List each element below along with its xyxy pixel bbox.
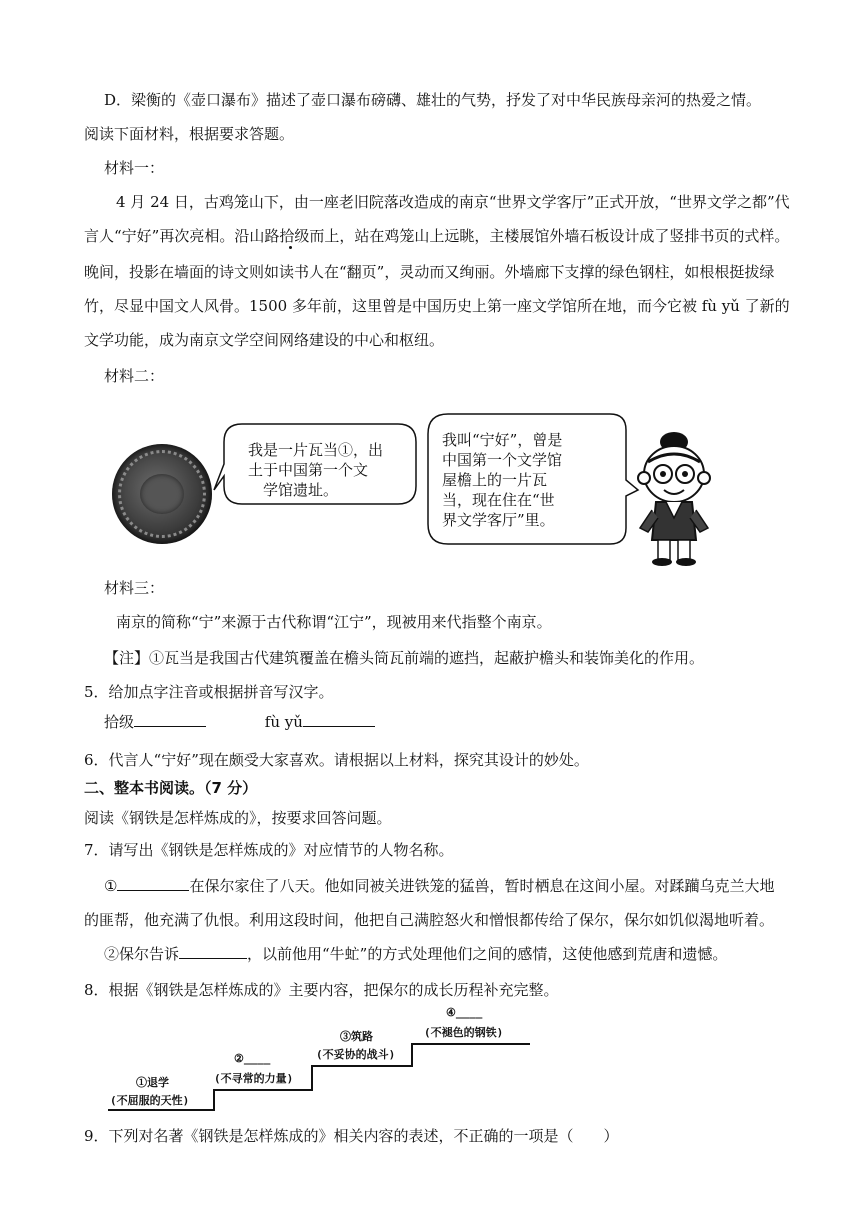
q7-blank2[interactable] — [179, 944, 247, 959]
bubble-right-line: 界文学客厅”里。 — [442, 511, 555, 529]
question-8: 8．根据《钢铁是怎样炼成的》主要内容，把保尔的成长历程补充完整。 — [84, 981, 559, 999]
reading-intro: 阅读下面材料，根据要求答题。 — [84, 125, 295, 143]
step-3-label: ③筑路 — [340, 1030, 373, 1043]
ninghao-mascot-illustration — [636, 428, 714, 568]
step-2-sub: (不寻常的力量) — [214, 1072, 294, 1085]
material3-text: 南京的简称“宁”来源于古代称谓“江宁”，现被用来代指整个南京。 — [116, 613, 552, 631]
q5-item2: fù yǔ — [264, 713, 303, 731]
step-3-sub: (不妥协的战斗) — [316, 1048, 396, 1061]
bubble-left-line: 土于中国第一个文 — [248, 461, 369, 479]
q5-item1: 拾级 — [104, 713, 135, 731]
material1-line-text: 言人“宁好”再次亮相。沿山路拾级而上，站在鸡笼山上远眺，主楼展馆外墙石板设计成了竖排书页的式样。 — [84, 227, 790, 245]
bubble-left-line: 学馆遗址。 — [263, 481, 339, 499]
bubble-right-line: 屋檐上的一片瓦 — [442, 471, 548, 489]
step-1-label: ①退学 — [136, 1076, 169, 1089]
q7-item2-pre: ②保尔告诉 — [104, 945, 180, 963]
wadang-tile-image — [112, 444, 212, 544]
q5-blank2[interactable] — [303, 712, 375, 727]
step-4-label: ④____ — [446, 1006, 483, 1019]
question-7: 7．请写出《钢铁是怎样炼成的》对应情节的人物名称。 — [84, 841, 454, 859]
bubble-left-line: 我是一片瓦当①，出 — [248, 441, 384, 459]
material3-title: 材料三： — [104, 579, 165, 597]
material1-line: 4 月 24 日，古鸡笼山下，由一座老旧院落改造成的南京“世界文学客厅”正式开放，“世界文学之都”代 — [116, 193, 790, 211]
material1-line — [84, 226, 789, 246]
emphasis-dot — [289, 246, 292, 249]
section-2-heading: 二、整本书阅读。（7 分） — [84, 779, 258, 797]
q7-item1-text: 在保尔家住了八天。他如同被关进铁笼的猛兽，暂时栖息在这间小屋。对蹂躏乌克兰大地 — [189, 877, 775, 895]
material1-line: 文学功能，成为南京文学空间网络建设的中心和枢纽。 — [84, 331, 445, 349]
question-5: 5．给加点字注音或根据拼音写汉字。 — [84, 683, 334, 701]
option-d: D．梁衡的《壶口瀑布》描述了壶口瀑布磅礴、雄壮的气势，抒发了对中华民族母亲河的热爱之情。 — [104, 91, 762, 109]
material3-note: 【注】①瓦当是我国古代建筑覆盖在檐头筒瓦前端的遮挡，起蔽护檐头和装饰美化的作用。 — [104, 649, 705, 667]
q7-item2 — [104, 944, 727, 964]
q7-item1-num: ① — [104, 877, 118, 895]
material2-title: 材料二： — [104, 367, 165, 385]
section-2-intro: 阅读《钢铁是怎样炼成的》，按要求回答问题。 — [84, 809, 392, 827]
q5-blank1[interactable] — [134, 712, 206, 727]
q7-item2-post: ，以前他用“牛虻”的方式处理他们之间的感情，这使他感到荒唐和遗憾。 — [247, 945, 728, 963]
q7-blank1[interactable] — [117, 876, 189, 891]
material1-title: 材料一： — [104, 159, 165, 177]
question-9: 9．下列对名著《钢铁是怎样炼成的》相关内容的表述，不正确的一项是（ ） — [84, 1127, 619, 1145]
q5-answer-row — [104, 712, 375, 732]
q7-item1-line2: 的匪帮，他充满了仇恨。利用这段时间，他把自己满腔怒火和憎恨都传给了保尔，保尔如饥似渴地听着。 — [84, 911, 775, 929]
material1-line: 晚间，投影在墙面的诗文则如读书人在“翻页”，灵动而又绚丽。外墙廊下支撑的绿色钢柱，如根根挺拔绿 — [84, 263, 775, 281]
bubble-right-line: 当，现在住在“世 — [442, 491, 555, 509]
step-1-sub: (不屈服的天性) — [110, 1094, 190, 1107]
step-2-label: ②____ — [234, 1052, 271, 1065]
bubble-right-line: 中国第一个文学馆 — [442, 451, 563, 469]
question-6: 6．代言人“宁好”现在颇受大家喜欢。请根据以上材料，探究其设计的妙处。 — [84, 751, 589, 769]
material1-line: 竹，尽显中国文人风骨。1500 多年前，这里曾是中国历史上第一座文学馆所在地，而今它被 fù yǔ 了新的 — [84, 297, 790, 315]
bubble-right-line: 我叫“宁好”，曾是 — [442, 431, 563, 449]
step-4-sub: (不褪色的钢铁) — [424, 1026, 504, 1039]
q7-item1-line1 — [104, 876, 774, 896]
